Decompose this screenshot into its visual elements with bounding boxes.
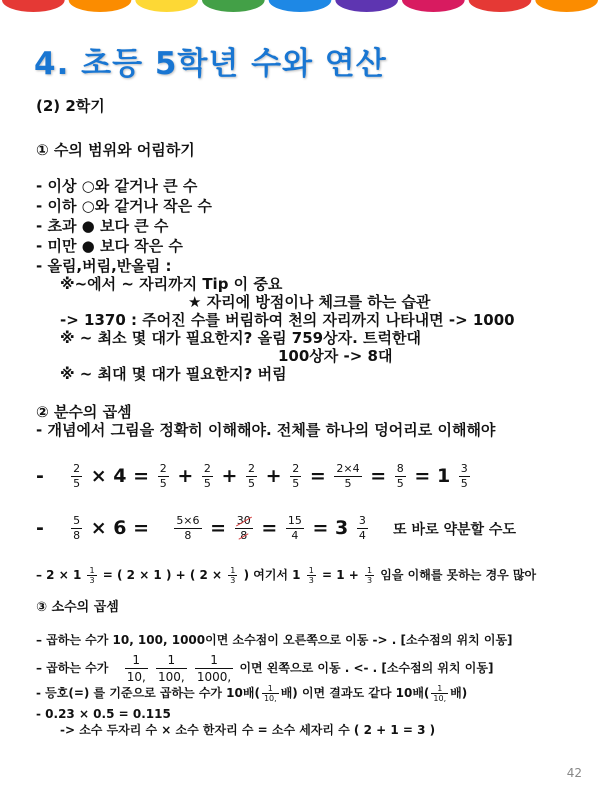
- fraction: $\frac{1}{1000,}$: [196, 653, 232, 684]
- deco-arc: [335, 0, 398, 12]
- fraction: $\frac{1}{10,}$: [433, 684, 447, 703]
- decimal-example: - 0.23 × 0.5 = 0.115: [36, 707, 171, 721]
- fraction: $\frac{2}{5}$: [73, 462, 81, 490]
- deco-arc: [135, 0, 198, 12]
- deco-arc: [2, 0, 65, 12]
- operator: +: [221, 465, 238, 487]
- list-item: - 이상 ○와 같거나 큰 수: [36, 177, 198, 195]
- operator: =: [309, 465, 326, 487]
- tip-line: ※ ~ 최소 몇 대가 필요한지? 올림 759상자. 트럭한대: [60, 329, 421, 347]
- fraction: $\frac{8}{5}$: [396, 462, 404, 490]
- fraction: $\frac{3}{5}$: [460, 462, 468, 490]
- fraction-cancelled: $\frac{30}{8}$: [236, 514, 251, 542]
- list-item: - 올림,버림,반올림 :: [36, 257, 172, 275]
- fraction: $\frac{15}{4}$: [287, 514, 302, 542]
- operator: +: [265, 465, 282, 487]
- fraction: $\frac{1}{3}$: [230, 566, 236, 585]
- fraction: $\frac{1}{3}$: [89, 566, 95, 585]
- fraction-equation-3: – 2 × 1 $\frac{1}{3}$ = ( 2 × 1 ) + ( 2 × $\frac{1}{3}$ ) 여기서 1 $\frac{1}{3}$ = 1 + $\frac{1}{3}$ 임을 이해를 못하는 경우 많아: [36, 566, 537, 585]
- tip-line: 100상자 -> 8대: [278, 347, 393, 365]
- fraction: $\frac{1}{10,}$: [263, 684, 277, 703]
- list-item: - 이하 ○와 같거나 작은 수: [36, 197, 212, 215]
- section3-heading: ③ 소수의 곱셈: [36, 600, 119, 615]
- dash: -: [36, 465, 44, 487]
- decimal-rule-3: - 등호(=) 를 기준으로 곱하는 수가 10배( $\frac{1}{10,}$ 배) 이면 결과도 같다 10배( $\frac{1}{10,}$ 배): [36, 684, 468, 703]
- deco-arc: [269, 0, 332, 12]
- deco-arc: [69, 0, 132, 12]
- deco-arc: [535, 0, 598, 12]
- list-item: - 초과 ● 보다 큰 수: [36, 217, 169, 235]
- deco-arc: [202, 0, 265, 12]
- tip-line: ★ 자리에 방점이나 체크를 하는 습관: [188, 293, 431, 311]
- section2-description: - 개념에서 그림을 정확히 이해해야. 전체를 하나의 덩어리로 이해해야: [36, 421, 496, 439]
- operator: =: [210, 517, 227, 539]
- section2-heading: ② 분수의 곱셈: [36, 403, 132, 421]
- fraction: $\frac{2\times 4}{5}$: [336, 462, 360, 490]
- dash: -: [36, 517, 44, 539]
- operator: × 6 =: [90, 517, 150, 539]
- operator: =: [261, 517, 278, 539]
- semester-heading: (2) 2학기: [36, 97, 105, 115]
- whole-number: 1: [436, 465, 451, 487]
- fraction: $\frac{5}{8}$: [73, 514, 81, 542]
- rainbow-header-decoration: [0, 0, 600, 14]
- page-number: 42: [566, 766, 582, 780]
- fraction: $\frac{2}{5}$: [203, 462, 211, 490]
- tip-line: ※~에서 ~ 자리까지 Tip 이 중요: [60, 275, 283, 293]
- deco-arc: [469, 0, 532, 12]
- fraction: $\frac{5\times 6}{8}$: [176, 514, 200, 542]
- fraction: $\frac{2}{5}$: [159, 462, 167, 490]
- operator: =: [414, 465, 431, 487]
- fraction: $\frac{2}{5}$: [248, 462, 256, 490]
- decimal-explanation: -> 소수 두자리 수 × 소수 한자리 수 = 소수 세자리 수 ( 2 + 1 = 3 ): [60, 723, 436, 737]
- decimal-rule-1: – 곱하는 수가 10, 100, 1000이면 소수점이 오른쪽으로 이동 -> . [소수점의 위치 이동]: [36, 633, 513, 647]
- fraction: $\frac{1}{100,}$: [157, 653, 185, 684]
- decimal-rule-2: – 곱하는 수가 $\frac{1}{10,}$ $\frac{1}{100,}$ $\frac{1}{1000,}$ 이면 왼쪽으로 이동 . <- . [소수점의 위치 이동]: [36, 653, 494, 684]
- deco-arc: [402, 0, 465, 12]
- operator: × 4 =: [90, 465, 150, 487]
- fraction-equation-1: [36, 462, 472, 491]
- fraction: $\frac{3}{4}$: [358, 514, 366, 542]
- tip-line: ※ ~ 최대 몇 대가 필요한지? 버림: [60, 365, 287, 383]
- operator: =: [312, 517, 329, 539]
- section1-heading: ① 수의 범위와 어림하기: [36, 141, 195, 159]
- equation-note: 또 바로 약분할 수도: [393, 522, 516, 538]
- fraction: $\frac{1}{10,}$: [126, 653, 146, 684]
- operator: =: [370, 465, 387, 487]
- fraction: $\frac{1}{3}$: [367, 566, 373, 585]
- list-item: - 미만 ● 보다 작은 수: [36, 237, 183, 255]
- fraction: $\frac{1}{3}$: [308, 566, 314, 585]
- tip-line: -> 1370 : 주어진 수를 버림하여 천의 자리까지 나타내면 -> 1000: [60, 311, 515, 329]
- operator: +: [177, 465, 194, 487]
- whole-number: 3: [335, 517, 349, 539]
- fraction-equation-2: [36, 514, 516, 543]
- fraction: $\frac{2}{5}$: [292, 462, 300, 490]
- page-title: 4. 초등 5학년 수와 연산: [34, 46, 387, 82]
